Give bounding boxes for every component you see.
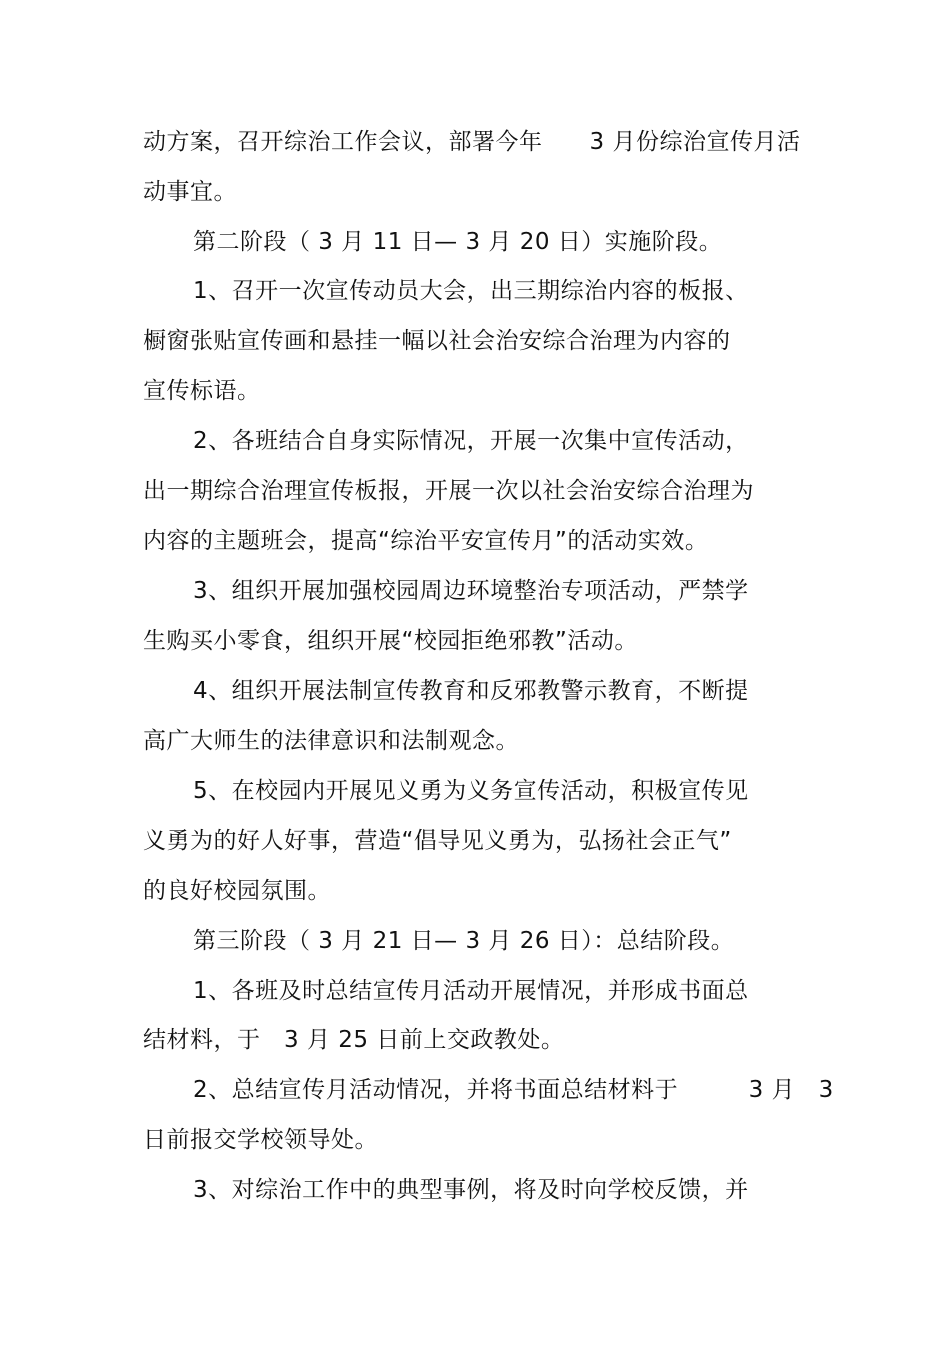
text-line: 2、总结宣传月活动情况，并将书面总结材料于 3 月 3 (193, 1077, 834, 1103)
text-line: 5、在校园内开展见义勇为义务宣传活动，积极宣传见 (193, 778, 749, 804)
text-line: 动方案，召开综治工作会议，部署今年 3 月份综治宣传月活 (143, 129, 801, 155)
text-line: 动事宜。 (143, 179, 237, 205)
text-line: 1、召开一次宣传动员大会，出三期综治内容的板报、 (193, 278, 749, 304)
text-line: 3、组织开展加强校园周边环境整治专项活动，严禁学 (193, 578, 749, 604)
section-heading-stage-three: 第三阶段（ 3 月 21 日— 3 月 26 日）：总结阶段。 (193, 928, 735, 954)
text-line: 内容的主题班会，提高“综治平安宣传月”的活动实效。 (143, 528, 709, 554)
section-heading-stage-two: 第二阶段（ 3 月 11 日— 3 月 20 日）实施阶段。 (193, 229, 723, 255)
text-line: 3、对综治工作中的典型事例，将及时向学校反馈，并 (193, 1177, 749, 1203)
text-line: 日前报交学校领导处。 (143, 1127, 378, 1153)
text-line: 4、组织开展法制宣传教育和反邪教警示教育，不断提 (193, 678, 749, 704)
text-line: 义勇为的好人好事，营造“倡导见义勇为，弘扬社会正气” (143, 828, 732, 854)
text-line: 的良好校园氛围。 (143, 878, 331, 904)
text-line: 宣传标语。 (143, 378, 261, 404)
text-line: 1、各班及时总结宣传月活动开展情况，并形成书面总 (193, 978, 749, 1004)
text-line: 生购买小零食，组织开展“校园拒绝邪教”活动。 (143, 628, 638, 654)
text-line: 2、各班结合自身实际情况，开展一次集中宣传活动， (193, 428, 749, 454)
text-line: 橱窗张贴宣传画和悬挂一幅以社会治安综合治理为内容的 (143, 328, 731, 354)
text-line: 结材料，于 3 月 25 日前上交政教处。 (143, 1027, 565, 1053)
text-line: 出一期综合治理宣传板报，开展一次以社会治安综合治理为 (143, 478, 754, 504)
text-line: 高广大师生的法律意识和法制观念。 (143, 728, 519, 754)
